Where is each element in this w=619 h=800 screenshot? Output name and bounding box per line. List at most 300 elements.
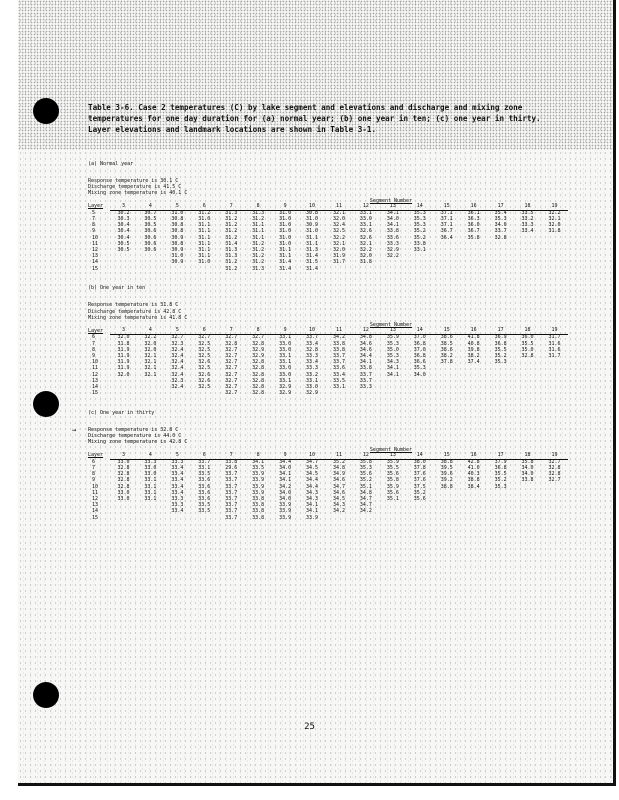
temperature-cell: 33.4 — [171, 471, 184, 478]
temperature-cell — [460, 266, 487, 272]
temperature-cell: 32.8 — [117, 471, 130, 478]
temperature-cell: 33.8 — [386, 228, 399, 235]
temperature-cell: 33.4 — [521, 228, 534, 235]
temperature-cell: 33.7 — [225, 483, 238, 490]
arrow-marker-icon: → — [72, 425, 77, 434]
temperature-cell: 30.8 — [306, 209, 319, 216]
temperature-cell: 35.5 — [494, 346, 507, 353]
temperature-cell: 32.0 — [332, 247, 345, 254]
temperature-cell: 33.0 — [359, 216, 372, 223]
temperature-cell: 33.0 — [279, 365, 292, 372]
temperature-cell: 33.1 — [279, 352, 292, 359]
temperature-cell: 31.2 — [225, 222, 238, 229]
temperature-cell: 36.7 — [440, 228, 453, 235]
layer-cell: 14 — [92, 383, 99, 390]
temperature-cell — [379, 266, 406, 272]
segment-column-header: 14 — [406, 204, 433, 211]
temperature-cell: 33.3 — [171, 458, 184, 465]
segment-column-header: 7 — [218, 204, 245, 211]
table-section — [72, 409, 574, 521]
temperature-cell: 38.0 — [413, 458, 426, 465]
temperature-cell: 33.4 — [171, 489, 184, 496]
temperature-cell: 33.1 — [359, 209, 372, 216]
temperature-cell — [433, 515, 460, 521]
segment-column-header: 18 — [514, 204, 541, 211]
temperature-cell: 35.0 — [386, 346, 399, 353]
temperature-cell: 31.7 — [548, 352, 561, 359]
temperature-cell: 32.1 — [144, 371, 157, 378]
temperature-cell: 33.7 — [494, 228, 507, 235]
temperature-cell: 33.4 — [171, 483, 184, 490]
temperature-cell: 32.2 — [359, 247, 372, 254]
temperature-cell: 32.3 — [171, 377, 184, 384]
temperature-cell: 30.9 — [171, 247, 184, 254]
temperature-cell: 36.3 — [467, 216, 480, 223]
temperature-cell: 31.7 — [548, 334, 561, 341]
segment-column-header: 3 — [110, 328, 137, 335]
temperature-cell: 32.0 — [117, 371, 130, 378]
temperature-cell: 31.1 — [279, 247, 292, 254]
temperature-cell — [487, 515, 514, 521]
temperature-cell: 31.2 — [252, 247, 265, 254]
temperature-cell: 33.0 — [117, 496, 130, 502]
temperature-cell: 30.4 — [117, 234, 130, 241]
temperature-cell: 32.7 — [548, 477, 561, 484]
temperature-cell: 32.5 — [198, 383, 211, 390]
temperature-cell: 35.2 — [413, 234, 426, 241]
temperature-cell: 37.6 — [413, 477, 426, 484]
punch-hole-bottom — [33, 682, 59, 708]
temperature-cell: 33.1 — [359, 222, 372, 229]
temperature-cell: 31.9 — [117, 359, 130, 366]
temperature-cell: 33.9 — [252, 489, 265, 496]
table-row — [88, 515, 568, 521]
segment-column-header: 5 — [164, 453, 191, 460]
temperature-cell: 34.5 — [306, 465, 319, 472]
segment-column-header: 10 — [299, 328, 326, 335]
temperature-cell: 31.8 — [117, 340, 130, 347]
temperature-cell: 30.9 — [171, 234, 184, 241]
temperature-cell: 33.7 — [225, 471, 238, 478]
temperature-cell: 32.7 — [225, 365, 238, 372]
temperature-cell: 35.2 — [413, 489, 426, 496]
temperature-cell: 33.4 — [306, 340, 319, 347]
temperature-cell: 33.1 — [144, 477, 157, 484]
layer-column-header: Layer — [88, 203, 104, 210]
temperature-cell: 30.4 — [117, 228, 130, 235]
temperature-cell: 35.3 — [386, 340, 399, 347]
temperature-cell: 33.1 — [144, 483, 157, 490]
temperature-cell: 34.1 — [386, 209, 399, 216]
temperature-cell: 38.6 — [440, 346, 453, 353]
temperature-cell: 34.5 — [332, 496, 345, 502]
table-section — [88, 284, 574, 396]
segment-column-header: 15 — [433, 328, 460, 335]
temperature-cell: 30.5 — [117, 240, 130, 247]
temperature-cell: 42.8 — [467, 458, 480, 465]
temperature-cell: 41.8 — [467, 334, 480, 341]
segment-column-header: 11 — [326, 328, 353, 335]
temperature-cell — [164, 391, 191, 397]
temperature-cell — [110, 391, 137, 397]
temperature-cell: 34.0 — [521, 471, 534, 478]
layer-cell: 11 — [92, 365, 99, 372]
segment-column-header: 16 — [460, 328, 487, 335]
temperature-cell: 31.3 — [306, 247, 319, 254]
segment-column-header: 18 — [514, 328, 541, 335]
temperature-cell: 33.9 — [306, 514, 319, 521]
segment-column-header: 10 — [299, 453, 326, 460]
temperature-cell: 34.3 — [332, 502, 345, 509]
temperature-cell: 31.3 — [225, 209, 238, 216]
temperature-cell: 32.8 — [494, 234, 507, 241]
temperature-cell: 34.2 — [279, 483, 292, 490]
temperature-cell: 35.2 — [494, 352, 507, 359]
temperature-cell: 35.8 — [359, 458, 372, 465]
temperature-cell: 32.6 — [198, 359, 211, 366]
temperature-cell: 32.7 — [225, 371, 238, 378]
temperature-cell: 32.2 — [144, 334, 157, 341]
temperature-cell: 34.7 — [332, 483, 345, 490]
layer-cell: 12 — [92, 496, 99, 502]
temperature-cell: 33.8 — [252, 496, 265, 502]
temperature-cell: 34.1 — [279, 471, 292, 478]
temperature-cell: 33.8 — [252, 514, 265, 521]
temperature-cell: 37.8 — [440, 359, 453, 366]
temperature-cell: 30.8 — [171, 216, 184, 223]
temperature-cell: 33.6 — [332, 365, 345, 372]
temperature-cell: 33.5 — [198, 502, 211, 509]
temperature-cell: 33.9 — [279, 514, 292, 521]
temperature-cell: 30.6 — [144, 234, 157, 241]
temperature-cell: 33.4 — [171, 477, 184, 484]
segment-column-header: 16 — [460, 204, 487, 211]
temperature-cell: 34.6 — [359, 346, 372, 353]
temperature-cell: 33.1 — [306, 377, 319, 384]
punch-hole-top — [33, 98, 59, 124]
temperature-cell: 31.3 — [252, 265, 265, 272]
layer-column-header: Layer — [88, 327, 104, 334]
temperature-cell: 32.9 — [306, 390, 319, 397]
temperature-cell: 31.9 — [332, 253, 345, 260]
temperature-cell: 32.7 — [225, 352, 238, 359]
temperature-cell: 37.1 — [440, 216, 453, 223]
temperature-cell: 36.8 — [494, 340, 507, 347]
temperature-cell — [326, 266, 353, 272]
temperature-cell: 32.7 — [225, 334, 238, 341]
temperature-cell: 34.0 — [494, 222, 507, 229]
temperature-cell: 33.7 — [225, 477, 238, 484]
segment-column-header: 18 — [514, 453, 541, 460]
temperature-cell: 31.1 — [198, 228, 211, 235]
temperature-cell: 31.0 — [279, 216, 292, 223]
temperature-cell: 35.8 — [386, 477, 399, 484]
temperature-cell: 36.4 — [440, 234, 453, 241]
temperature-cell — [110, 515, 137, 521]
temperature-cell: 35.3 — [413, 365, 426, 372]
temperature-cell: 30.3 — [117, 216, 130, 223]
temperature-cell: 34.1 — [386, 365, 399, 372]
temperature-cell: 32.4 — [171, 365, 184, 372]
temperature-cell: 36.8 — [413, 352, 426, 359]
temperature-cell: 33.6 — [198, 483, 211, 490]
temperature-cell: 33.4 — [306, 359, 319, 366]
temperature-cell: 32.8 — [117, 483, 130, 490]
temperature-cell: 35.3 — [494, 483, 507, 490]
temperature-cell: 35.6 — [386, 489, 399, 496]
temperature-cell: 33.8 — [252, 502, 265, 509]
temperature-cell: 33.6 — [386, 234, 399, 241]
layer-cell: 8 — [92, 222, 96, 229]
segment-column-header: 3 — [110, 453, 137, 460]
temperature-cell: 30.5 — [144, 222, 157, 229]
layer-column-header: Layer — [88, 452, 104, 459]
temperature-cell: 39.2 — [440, 477, 453, 484]
temperature-cell: 29.6 — [225, 465, 238, 472]
temperature-cell: 32.7 — [225, 383, 238, 390]
temperature-cell: 34.0 — [413, 371, 426, 378]
temperature-cell: 37.1 — [440, 209, 453, 216]
temperature-cell: 35.2 — [332, 458, 345, 465]
layer-cell: 8 — [92, 471, 96, 478]
temperature-cell: 32.0 — [117, 334, 130, 341]
temperature-cell — [541, 391, 568, 397]
temperature-cell: 32.1 — [359, 240, 372, 247]
layer-cell: 15 — [92, 265, 99, 272]
temperature-cell: 35.3 — [359, 465, 372, 472]
temperature-table — [88, 328, 568, 397]
segment-column-header: 9 — [272, 328, 299, 335]
temperature-cell: 30.9 — [306, 222, 319, 229]
temperature-cell: 33.8 — [332, 340, 345, 347]
temperature-cell: 33.2 — [521, 216, 534, 223]
layer-cell: 10 — [92, 359, 99, 366]
temperature-cell: 31.9 — [117, 346, 130, 353]
temperature-cell: 36.8 — [413, 340, 426, 347]
temperature-cell: 31.8 — [359, 259, 372, 266]
temperature-cell: 32.7 — [225, 390, 238, 397]
temperature-cell — [379, 515, 406, 521]
temperature-cell: 31.0 — [306, 216, 319, 223]
temperature-cell — [137, 391, 164, 397]
temperature-cell: 32.4 — [171, 383, 184, 390]
temperature-cell: 35.9 — [386, 483, 399, 490]
temperature-cell: 36.8 — [494, 465, 507, 472]
segment-column-header: 13 — [379, 453, 406, 460]
temperature-cell: 37.8 — [413, 465, 426, 472]
segment-column-header: 19 — [541, 453, 568, 460]
temperature-cell: 32.0 — [332, 216, 345, 223]
temperature-cell: 31.6 — [548, 340, 561, 347]
temperature-cell: 30.5 — [144, 216, 157, 223]
temperature-cell: 35.4 — [494, 209, 507, 216]
temperature-cell: 34.6 — [332, 477, 345, 484]
temperature-cell: 31.2 — [252, 240, 265, 247]
temperature-cell: 35.6 — [386, 471, 399, 478]
temperature-cell: 30.7 — [144, 209, 157, 216]
parameter-line: Response temperature is 30.1 C — [88, 178, 179, 184]
temperature-cell: 35.5 — [386, 465, 399, 472]
temperature-cell: 34.0 — [279, 496, 292, 502]
temperature-cell: 33.3 — [386, 240, 399, 247]
parameter-line: Mixing zone temperature is 42.8 C — [88, 439, 188, 446]
temperature-cell: 34.1 — [252, 458, 265, 465]
temperature-cell: 34.4 — [306, 483, 319, 490]
temperature-cell: 31.1 — [198, 240, 211, 247]
segment-column-header: 8 — [245, 204, 272, 211]
temperature-cell: 30.4 — [117, 222, 130, 229]
temperature-cell: 34.2 — [359, 508, 372, 515]
section-parameters — [88, 178, 574, 197]
segment-column-header: 12 — [352, 453, 379, 460]
temperature-cell: 34.8 — [359, 489, 372, 496]
temperature-cell: 32.6 — [198, 377, 211, 384]
temperature-cell: 35.1 — [359, 483, 372, 490]
temperature-cell: 31.1 — [306, 234, 319, 241]
temperature-cell — [514, 515, 541, 521]
section-title: (c) One year in thirty — [88, 409, 155, 416]
temperature-cell: 31.0 — [279, 222, 292, 229]
temperature-cell: 31.7 — [332, 259, 345, 266]
temperature-cell: 33.3 — [306, 352, 319, 359]
temperature-cell: 33.8 — [225, 458, 238, 465]
temperature-cell: 33.1 — [279, 377, 292, 384]
temperature-cell — [110, 266, 137, 272]
temperature-cell — [326, 391, 353, 397]
temperature-cell: 32.8 — [252, 377, 265, 384]
temperature-cell: 32.5 — [198, 346, 211, 353]
segment-column-header: 11 — [326, 453, 353, 460]
segment-column-header: 15 — [433, 453, 460, 460]
temperature-cell: 30.9 — [171, 259, 184, 266]
temperature-cell: 34.4 — [306, 477, 319, 484]
temperature-cell — [137, 266, 164, 272]
temperature-cell: 34.1 — [306, 502, 319, 509]
temperature-cell: 32.7 — [225, 346, 238, 353]
temperature-cell: 32.8 — [252, 359, 265, 366]
temperature-cell: 33.0 — [306, 383, 319, 390]
segment-column-header: 12 — [352, 204, 379, 211]
temperature-cell: 32.0 — [359, 253, 372, 260]
temperature-cell: 34.1 — [306, 508, 319, 515]
temperature-cell: 31.1 — [198, 234, 211, 241]
document-body — [72, 102, 574, 533]
table-section — [88, 160, 574, 272]
segment-column-header: 9 — [272, 204, 299, 211]
temperature-cell: 35.1 — [386, 496, 399, 502]
table-row — [88, 266, 568, 272]
segment-column-header: 4 — [137, 204, 164, 211]
temperature-cell: 32.0 — [144, 340, 157, 347]
temperature-cell: 34.7 — [306, 458, 319, 465]
segment-column-header: 6 — [191, 204, 218, 211]
temperature-cell: 32.8 — [252, 390, 265, 397]
temperature-cell: 32.6 — [359, 228, 372, 235]
temperature-cell: 35.3 — [413, 222, 426, 229]
temperature-cell: 33.9 — [252, 477, 265, 484]
temperature-cell: 34.3 — [306, 496, 319, 502]
temperature-cell: 30.8 — [171, 222, 184, 229]
temperature-cell: 33.7 — [225, 508, 238, 515]
temperature-cell: 31.4 — [306, 265, 319, 272]
temperature-cell: 38.8 — [440, 458, 453, 465]
temperature-cell: 31.2 — [225, 234, 238, 241]
temperature-cell: 32.1 — [144, 359, 157, 366]
temperature-cell: 33.0 — [144, 465, 157, 472]
temperature-cell: 34.0 — [521, 465, 534, 472]
layer-cell: 13 — [92, 502, 99, 509]
temperature-cell: 34.0 — [279, 465, 292, 472]
segment-column-header: 8 — [245, 453, 272, 460]
temperature-cell: 34.8 — [359, 334, 372, 341]
temperature-cell: 33.1 — [144, 489, 157, 496]
segment-column-header: 14 — [406, 328, 433, 335]
temperature-cell: 33.1 — [144, 496, 157, 502]
temperature-cell: 33.3 — [171, 496, 184, 502]
temperature-cell: 32.8 — [252, 340, 265, 347]
temperature-cell: 35.9 — [386, 458, 399, 465]
temperature-cell: 38.2 — [467, 352, 480, 359]
temperature-cell: 34.1 — [279, 477, 292, 484]
parameter-line: Mixing zone temperature is 40.1 C — [88, 190, 188, 197]
temperature-cell: 34.6 — [359, 340, 372, 347]
temperature-cell: 32.2 — [386, 253, 399, 260]
temperature-cell: 31.0 — [171, 253, 184, 260]
temperature-cell: 34.1 — [386, 371, 399, 378]
temperature-cell: 37.0 — [413, 346, 426, 353]
temperature-cell: 34.3 — [306, 489, 319, 496]
temperature-cell: 31.1 — [306, 240, 319, 247]
temperature-cell: 36.9 — [494, 334, 507, 341]
temperature-cell: 35.5 — [494, 471, 507, 478]
parameter-line: Discharge temperature is 41.5 C — [88, 184, 182, 191]
temperature-cell: 32.7 — [171, 334, 184, 341]
temperature-cell: 32.0 — [144, 346, 157, 353]
layer-cell: 11 — [92, 240, 99, 247]
temperature-cell: 34.1 — [359, 359, 372, 366]
temperature-cell: 31.0 — [279, 240, 292, 247]
temperature-cell: 34.0 — [279, 489, 292, 496]
segment-column-header: 9 — [272, 453, 299, 460]
temperature-cell: 33.5 — [332, 377, 345, 384]
temperature-cell: 31.1 — [279, 253, 292, 260]
temperature-cell: 32.3 — [171, 340, 184, 347]
temperature-cell: 33.5 — [198, 471, 211, 478]
temperature-cell: 32.8 — [225, 340, 238, 347]
temperature-cell: 34.4 — [359, 352, 372, 359]
segment-number-header: Segment Number — [369, 322, 413, 329]
temperature-cell: 32.7 — [548, 458, 561, 465]
temperature-cell: 32.8 — [548, 465, 561, 472]
temperature-cell: 33.0 — [279, 340, 292, 347]
temperature-cell: 31.4 — [279, 259, 292, 266]
segment-column-header: 17 — [487, 204, 514, 211]
temperature-cell: 33.8 — [332, 346, 345, 353]
temperature-cell: 35.0 — [521, 346, 534, 353]
temperature-cell: 32.4 — [332, 222, 345, 229]
temperature-cell: 34.6 — [332, 489, 345, 496]
temperature-cell: 35.8 — [467, 234, 480, 241]
temperature-cell: 33.3 — [306, 365, 319, 372]
temperature-cell: 31.2 — [225, 216, 238, 223]
temperature-cell: 33.3 — [144, 458, 157, 465]
temperature-cell: 31.2 — [198, 209, 211, 216]
temperature-cell: 36.0 — [467, 222, 480, 229]
temperature-cell — [164, 266, 191, 272]
layer-cell: 15 — [92, 390, 99, 397]
temperature-cell: 37.9 — [494, 458, 507, 465]
temperature-cell: 33.9 — [252, 471, 265, 478]
